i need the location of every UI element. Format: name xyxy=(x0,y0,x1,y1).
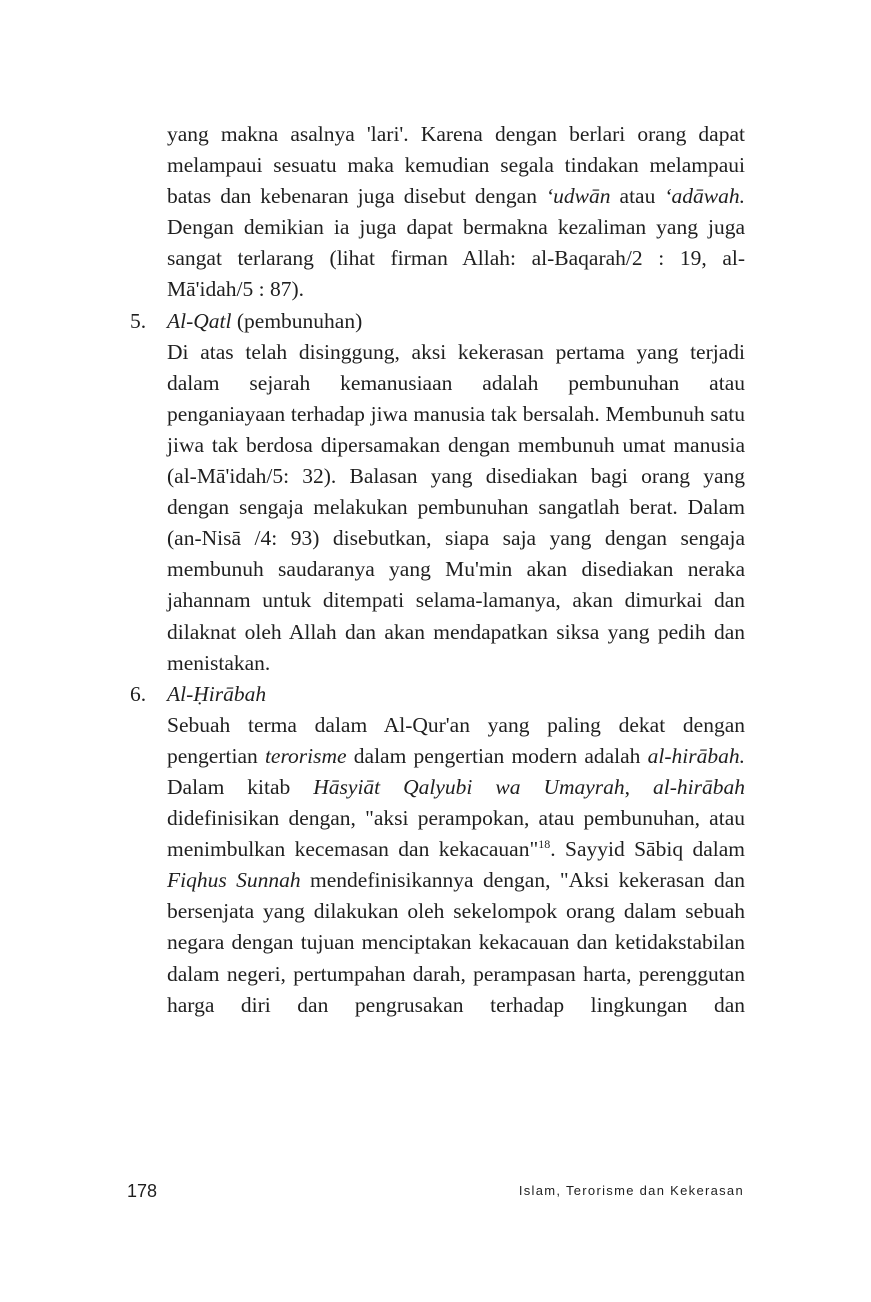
item-5-gloss: (pembunuhan) xyxy=(231,308,363,333)
running-footer-title: Islam, Terorisme dan Kekerasan xyxy=(518,1183,744,1198)
footnote-marker[interactable]: 18 xyxy=(538,837,551,852)
book-title-fiqhus-sunnah: Fiqhus Sunnah xyxy=(167,868,301,893)
item-6-number: 6. xyxy=(130,681,147,706)
continuation-text: yang makna asalnya 'lari'. Karena dengan berlari orang dapat melampaui sesuatu maka kemudian segala tindakan melampaui batas dan kebenaran juga disebut dengan xyxy=(167,122,745,209)
item-6-term: Al-Ḥirābah xyxy=(167,681,267,706)
item-6-body xyxy=(167,710,745,1021)
item-5-body: Di atas telah disinggung, aksi kekerasan pertama yang terjadi dalam sejarah kemanusiaan adalah pembunuhan atau penganiayaan terhadap jiwa manusia tak bersalah. Membunuh satu jiwa tak berdosa dipersamakan dengan membunuh umat manusia (al-Mā'idah/5: 32). Balasan yang disediakan bagi orang yang dengan sengaja melakukan pembunuhan sangatlah berat. Dalam (an-Nisā /4: 93) disebutkan, siapa saja yang dengan sengaja membunuh saudaranya yang Mu'min akan disediakan neraka jahannam untuk ditempati selama-lamanya, akan dimurkai dan dilaknat oleh Allah dan akan mendapatkan siksa yang pedih dan menistakan. xyxy=(167,339,745,675)
item-6-text-d: , xyxy=(624,774,654,799)
item-6-text-c: Dalam kitab xyxy=(167,774,314,799)
page-body xyxy=(130,119,746,1021)
book-title-hasyiat: Hāsyiāt Qalyubi wa Umayrah xyxy=(313,774,625,799)
term-adawah: ‘adāwah. xyxy=(664,184,745,209)
item-6-heading xyxy=(130,679,745,710)
item-6-text-a: Sebuah terma dalam Al-Qur'an yang paling dekat dengan pengertian xyxy=(167,712,745,768)
item-6-text-e: didefinisikan dengan, "aksi perampokan, atau pembunuhan, atau menimbulkan kecemasan dan kekacauan" xyxy=(167,806,745,862)
term-terorisme: terorisme xyxy=(264,743,347,768)
item-5-heading xyxy=(130,306,745,337)
term-al-hirabah: al-hirābah. xyxy=(647,743,745,768)
page-number: 178 xyxy=(127,1181,158,1201)
item-6-text-f: . Sayyid Sābiq dalam xyxy=(550,837,745,862)
continuation-connector: atau xyxy=(610,184,665,209)
continuation-tail: Dengan demikian ia juga dapat bermakna kezaliman yang juga sangat terlarang (lihat firman Allah: al-Baqarah/2 : 19, al-Mā'idah/5 : 87). xyxy=(167,215,745,302)
item-6-text-g: mendefinisikannya dengan, "Aksi kekerasan dan bersenjata yang dilakukan oleh sekelompok orang dalam sebuah negara dengan tujuan menciptakan kekacauan dan ketidakstabilan dalam negeri, pertumpahan darah, perampasan harta, perenggutan harga diri dan pengrusakan terhadap lingkungan dan xyxy=(167,868,746,1017)
term-al-hirabah-2: al-hirābah xyxy=(653,774,745,799)
item-5-term: Al-Qatl xyxy=(167,308,232,333)
continuation-paragraph xyxy=(167,119,745,306)
item-5-number: 5. xyxy=(130,308,147,333)
term-udwan: ‘udwān xyxy=(545,184,611,209)
item-6-text-b: dalam pengertian modern adalah xyxy=(346,743,648,768)
